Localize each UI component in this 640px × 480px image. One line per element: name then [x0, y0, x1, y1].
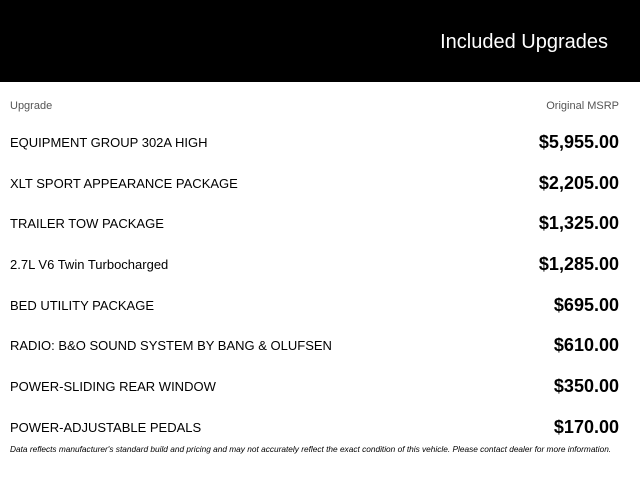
upgrade-price: $2,205.00: [538, 172, 619, 193]
disclaimer-text: Data reflects manufacturer's standard build and pricing and may not accurately reflect the exact condition of this vehicle. Please contact dealer for more information.: [10, 444, 612, 454]
upgrade-name: POWER-ADJUSTABLE PEDALS: [10, 419, 202, 435]
upgrade-name: RADIO: B&O SOUND SYSTEM BY BANG & OLUFSEN: [10, 338, 332, 354]
table-row: [10, 244, 619, 285]
table-row: [10, 407, 619, 448]
table-row: [10, 122, 619, 163]
upgrades-list: [10, 122, 619, 448]
upgrade-price: $695.00: [553, 294, 619, 315]
upgrade-price: $610.00: [553, 335, 619, 356]
upgrade-name: TRAILER TOW PACKAGE: [10, 216, 164, 232]
upgrade-price: $1,285.00: [538, 253, 619, 274]
upgrade-price: $5,955.00: [538, 131, 619, 152]
header-bar: [0, 0, 640, 82]
table-row: [10, 285, 619, 326]
upgrade-name: BED UTILITY PACKAGE: [10, 297, 155, 313]
table-row: [10, 163, 619, 204]
table-row: [10, 325, 619, 366]
column-header-upgrade: Upgrade: [10, 100, 53, 112]
upgrade-name: POWER-SLIDING REAR WINDOW: [10, 378, 216, 394]
upgrade-price: $350.00: [553, 375, 619, 396]
upgrade-name: XLT SPORT APPEARANCE PACKAGE: [10, 175, 238, 191]
column-header-msrp: Original MSRP: [546, 100, 619, 112]
table-row: [10, 203, 619, 244]
upgrade-name: 2.7L V6 Twin Turbocharged: [10, 256, 169, 272]
upgrade-price: $1,325.00: [538, 213, 619, 234]
table-row: [10, 366, 619, 407]
page-title: Included Upgrades: [440, 31, 608, 53]
table-header: [10, 100, 619, 113]
upgrade-name: EQUIPMENT GROUP 302A HIGH: [10, 134, 208, 150]
upgrade-price: $170.00: [553, 416, 619, 437]
